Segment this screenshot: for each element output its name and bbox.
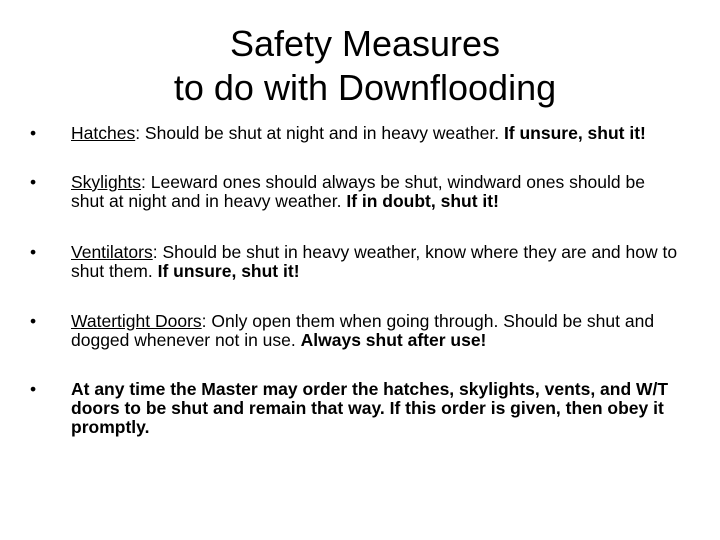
bullet-item-watertight-doors bbox=[30, 312, 680, 350]
bullet-dot-icon: • bbox=[30, 311, 37, 331]
bullet-text: : Should be shut in heavy weather, know where they are and how to shut them. bbox=[71, 242, 678, 281]
bullet-emphasis: If unsure, shut it! bbox=[503, 123, 646, 143]
bullet-term: Skylights bbox=[71, 172, 142, 192]
bullet-term: Ventilators bbox=[71, 242, 153, 262]
bullet-bold-text: At any time the Master may order the hatches, skylights, vents, and W/T doors to be shut and remain that way. If this order is given, then obey it promptly. bbox=[71, 379, 669, 437]
bullet-term: Hatches bbox=[71, 123, 136, 143]
slide-title bbox=[0, 22, 720, 110]
bullet-text: : Should be shut at night and in heavy weather. bbox=[135, 123, 504, 143]
bullet-dot-icon: • bbox=[30, 379, 37, 399]
bullet-dot-icon: • bbox=[30, 123, 37, 143]
bullet-dot-icon: • bbox=[30, 242, 37, 262]
bullet-item-hatches bbox=[30, 124, 680, 143]
bullet-dot-icon: • bbox=[30, 172, 37, 192]
bullet-emphasis: If in doubt, shut it! bbox=[346, 191, 499, 211]
bullet-emphasis: If unsure, shut it! bbox=[157, 261, 300, 281]
bullet-list bbox=[30, 124, 680, 437]
bullet-item-ventilators bbox=[30, 243, 680, 281]
slide-title-line-1: Safety Measures bbox=[229, 23, 501, 64]
bullet-term: Watertight Doors bbox=[71, 311, 202, 331]
bullet-text: : Only open them when going through. Should be shut and dogged whenever not in use. bbox=[71, 311, 655, 350]
bullet-item-master-order bbox=[30, 380, 680, 437]
bullet-item-skylights bbox=[30, 173, 680, 211]
bullet-emphasis: Always shut after use! bbox=[300, 330, 487, 350]
bullet-text: : Leeward ones should always be shut, windward ones should be shut at night and in heavy weather. bbox=[71, 172, 645, 211]
slide-title-line-2: to do with Downflooding bbox=[173, 67, 557, 108]
